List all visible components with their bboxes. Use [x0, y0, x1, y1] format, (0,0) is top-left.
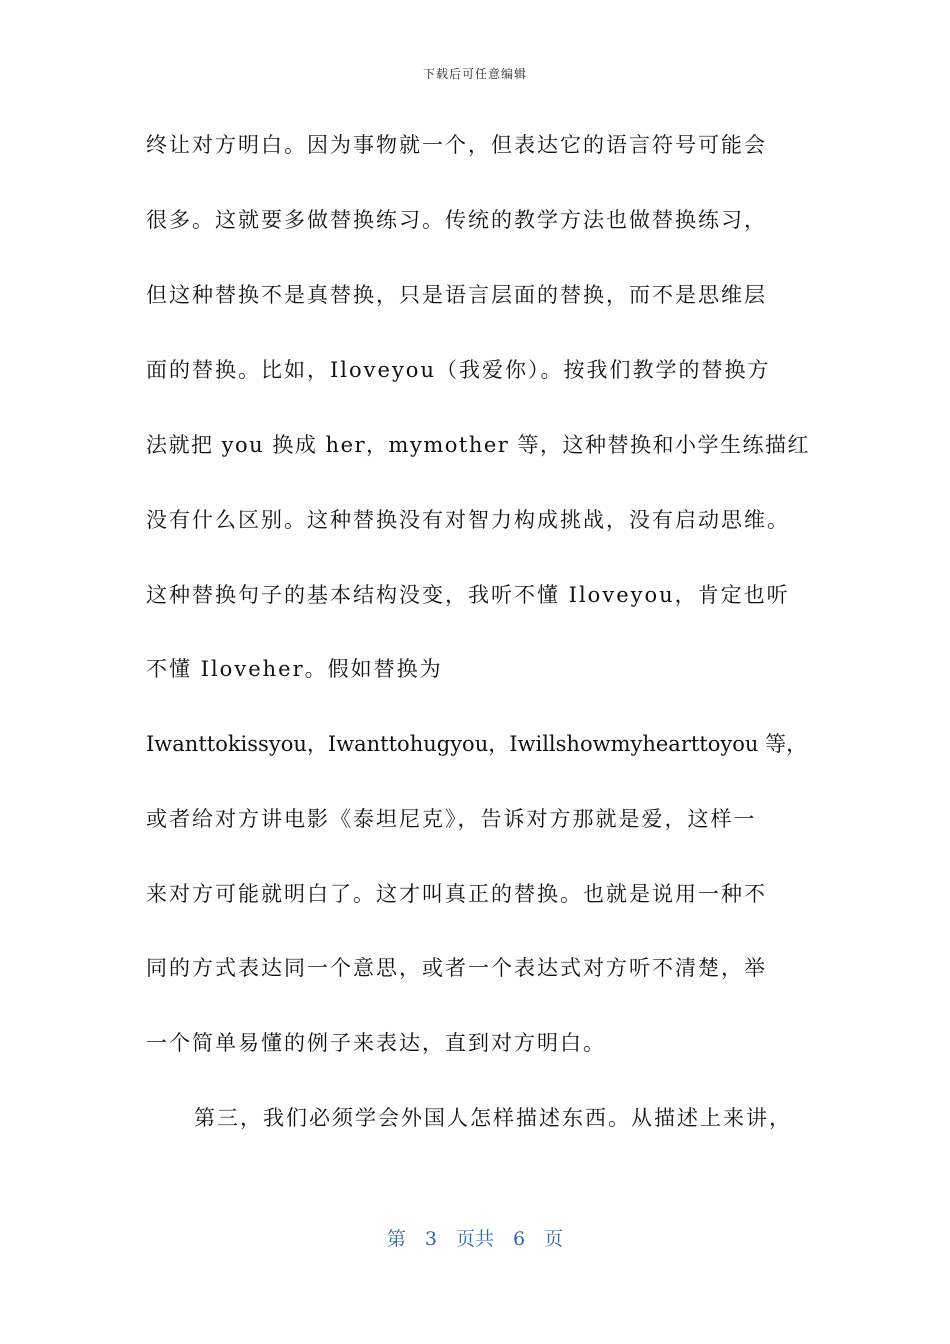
page-number-footer: 第 3 页共 6 页: [386, 1228, 564, 1250]
text-line: 来对方可能就明白了。这才叫真正的替换。也就是说用一种不: [146, 882, 767, 906]
text-line: 这种替换句子的基本结构没变，我听不懂 Iloveyou，肯定也听: [146, 583, 790, 607]
page-header: 下载后可任意编辑: [422, 67, 527, 81]
text-line: 面的替换。比如，Iloveyou（我爱你）。按我们教学的替换方: [146, 358, 771, 382]
paragraph-start-line: 第三，我们必须学会外国人怎样描述东西。从描述上来讲，: [194, 1106, 792, 1130]
text-line: 或者给对方讲电影《泰坦尼克》，告诉对方那就是爱，这样一: [146, 807, 757, 831]
text-line: Iwanttokissyou，Iwanttohugyou，Iwillshowmyhearttoyou 等，: [146, 732, 808, 756]
text-line: 不懂 Iloveher。假如替换为: [146, 657, 443, 681]
text-line: 法就把 you 换成 her，mymother 等，这种替换和小学生练描红: [146, 433, 810, 457]
text-line: 没有什么区别。这种替换没有对智力构成挑战，没有启动思维。: [146, 508, 790, 532]
text-line: 很多。这就要多做替换练习。传统的教学方法也做替换练习，: [146, 208, 767, 232]
text-line: 一个简单易懂的例子来表达，直到对方明白。: [146, 1031, 606, 1055]
text-line: 终让对方明白。因为事物就一个，但表达它的语言符号可能会: [146, 133, 767, 157]
text-line: 同的方式表达同一个意思，或者一个表达式对方听不清楚，举: [146, 956, 767, 980]
text-line: 但这种替换不是真替换，只是语言层面的替换，而不是思维层: [146, 283, 767, 307]
